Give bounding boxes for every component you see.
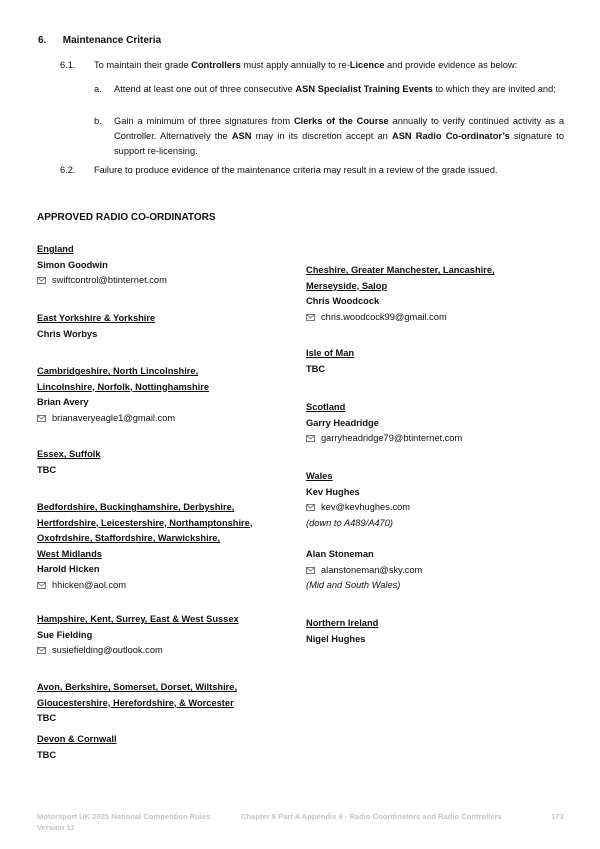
approved-coordinators-heading: APPROVED RADIO CO-ORDINATORS	[37, 212, 216, 223]
envelope-icon	[306, 314, 315, 321]
envelope-icon	[37, 277, 46, 284]
coverage-note: (Mid and South Wales)	[306, 580, 401, 590]
email-line	[306, 310, 495, 326]
coordinator-name: TBC	[306, 363, 326, 374]
email-line	[37, 578, 252, 594]
region-area: Hertfordshire, Leicestershire, Northamptonshire,	[37, 517, 253, 528]
region-bedfordshire	[37, 500, 252, 593]
envelope-icon	[306, 567, 315, 574]
subclause-text: Attend at least one out of three consecutive ASN Specialist Training Events to which they are invited and;	[114, 84, 556, 94]
coverage-note: (down to A489/A470)	[306, 517, 393, 528]
region-area: Wales	[306, 471, 333, 481]
region-wales	[306, 469, 410, 531]
footer-chapter: Chapter 5 Part A Appendix 9 - Radio Coordinators and Radio Controllers	[241, 812, 502, 821]
coordinator-name: Sue Fielding	[37, 629, 93, 640]
subclause-a	[94, 82, 564, 97]
region-isle-of-man	[306, 346, 354, 377]
email-line	[306, 500, 410, 516]
subclause-letter: a.	[94, 84, 102, 94]
coordinator-name: Harold Hicken	[37, 564, 100, 574]
paragraph-number: 6.1.	[60, 60, 76, 70]
email-address[interactable]: susiefielding@outlook.com	[52, 645, 163, 655]
email-line	[306, 563, 422, 579]
region-cambridgeshire	[37, 364, 209, 426]
coordinator-name: TBC	[37, 464, 57, 475]
envelope-icon	[37, 647, 46, 654]
email-address[interactable]: garryheadridge79@btinternet.com	[321, 433, 463, 443]
region-avon	[37, 680, 237, 727]
email-line	[37, 643, 239, 659]
region-cheshire	[306, 263, 495, 325]
coordinator-name: TBC	[37, 713, 57, 723]
footer-page-number: 173	[551, 812, 564, 821]
region-area: Lincolnshire, Norfolk, Nottinghamshire	[37, 381, 210, 392]
coordinator-name: Alan Stoneman	[306, 549, 374, 559]
envelope-icon	[37, 582, 46, 589]
email-line	[306, 431, 462, 447]
region-area: Scotland	[306, 402, 346, 412]
paragraph-text: To maintain their grade Controllers must apply annually to re-Licence and provide evidence as below:	[94, 60, 518, 70]
email-address[interactable]: brianaveryeagle1@gmail.com	[52, 412, 176, 423]
email-address[interactable]: swiftcontrol@btinternet.com	[52, 275, 167, 285]
region-area: Bedfordshire, Buckinghamshire, Derbyshire,	[37, 502, 235, 512]
section-number: 6.	[38, 35, 47, 46]
email-address[interactable]: kev@kevhughes.com	[321, 502, 411, 512]
region-area: West Midlands	[37, 548, 102, 559]
coordinator-name: TBC	[37, 749, 57, 760]
region-area: England	[37, 244, 74, 254]
region-area: Oxofrdshire, Staffordshire, Warwickshire,	[37, 533, 221, 543]
region-england	[37, 242, 167, 289]
coordinator-name: Simon Goodwin	[37, 259, 108, 270]
coordinator-name: Garry Headridge	[306, 417, 379, 428]
region-area: Avon, Berkshire, Somerset, Dorset, Wiltshire,	[37, 682, 238, 692]
region-area: Hampshire, Kent, Surrey, East & West Sussex	[37, 614, 239, 624]
email-line	[37, 273, 167, 289]
region-northern-ireland	[306, 616, 378, 647]
subclause-letter: b.	[94, 116, 102, 126]
subclause-text: Gain a minimum of three signatures from Clerks of the Course annually to verify continued activity as a Controller. Alternatively the ASN may in its discretion accept an ASN Radio Co-ordinator’s signature to support re-licensing.	[114, 116, 565, 156]
envelope-icon	[306, 504, 315, 511]
coordinator-name: Chris Woodcock	[306, 296, 380, 306]
region-wales-alan	[306, 547, 422, 594]
section-heading	[38, 35, 161, 46]
region-area: Devon & Cornwall	[37, 734, 117, 744]
region-area: Gloucestershire, Herefordshire, & Worcester	[37, 697, 234, 708]
email-address[interactable]: hhicken@aol.com	[52, 579, 127, 590]
footer-rules-title: Motorsport UK 2025 National Competition Rules Version 11	[37, 812, 211, 832]
envelope-icon	[37, 415, 46, 422]
coordinator-name: Chris Worbys	[37, 328, 98, 339]
region-area: Isle of Man	[306, 348, 355, 358]
region-hampshire	[37, 612, 239, 659]
region-area: Cheshire, Greater Manchester, Lancashire,	[306, 265, 495, 275]
region-area: East Yorkshire & Yorkshire	[37, 313, 156, 323]
region-area: Northern Ireland	[306, 618, 379, 628]
section-title: Maintenance Criteria	[62, 35, 162, 46]
paragraph-text: Failure to produce evidence of the maintenance criteria may result in a review of the grade issued.	[94, 165, 498, 175]
region-scotland	[306, 400, 462, 447]
coordinator-name: Brian Avery	[37, 397, 89, 407]
region-area: Merseyside, Salop	[306, 280, 388, 291]
email-address[interactable]: chris.woodcock99@gmail.com	[321, 311, 447, 322]
region-area: Cambridgeshire, North Lincolnshire,	[37, 366, 199, 376]
email-line	[37, 411, 209, 427]
paragraph-number: 6.2.	[60, 165, 76, 175]
subclause-b	[94, 114, 565, 159]
envelope-icon	[306, 435, 315, 442]
coordinator-name: Nigel Hughes	[306, 633, 366, 644]
region-essex	[37, 447, 101, 478]
region-east-yorkshire	[37, 311, 155, 342]
region-devon	[37, 732, 117, 763]
email-address[interactable]: alanstoneman@sky.com	[321, 564, 423, 575]
coordinator-name: Kev Hughes	[306, 486, 360, 497]
region-area: Essex, Suffolk	[37, 449, 101, 459]
